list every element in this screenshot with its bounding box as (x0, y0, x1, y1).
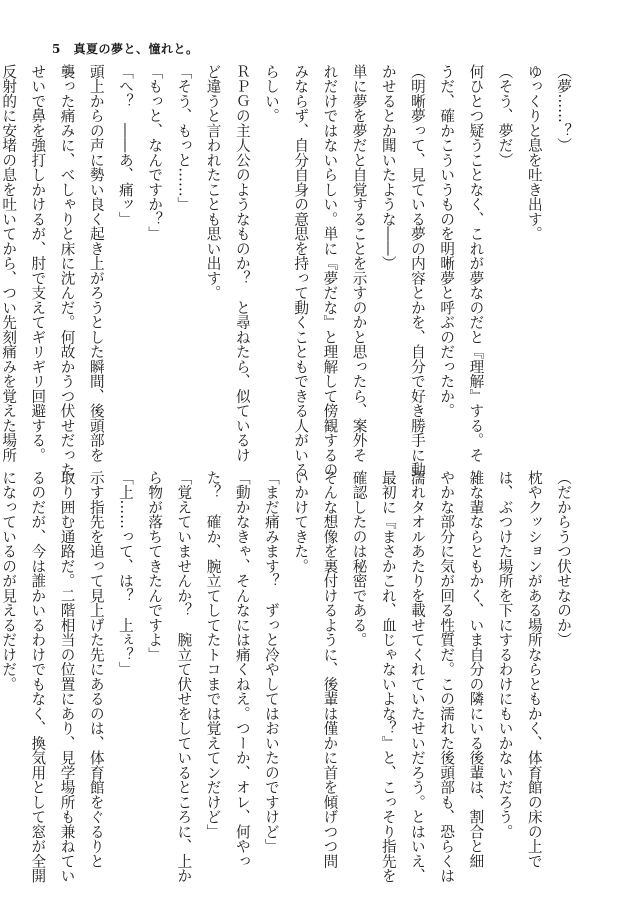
text-line: 「へ？ ――あ、痛ッ」 (116, 64, 134, 227)
text-line: せいで鼻を強打しかけるが、肘で支えてギリギリ回避する。 (29, 64, 47, 463)
text-line: ＲＰＧの主人公のようなものか？ と尋ねたら、似ているけ (233, 64, 251, 463)
text-line: いかけてきた。 (292, 470, 310, 574)
text-line: れだけではないらしい。単に『夢だな』と理解して傍観するの (321, 64, 339, 477)
text-line: 頭上からの声に勢い良く起き上がろうとした瞬間、後頭部を (87, 64, 105, 463)
text-line: （そう、夢だ） (496, 64, 514, 168)
text-line: みならず、自分自身の意思を持って動くこともできる人がいる (292, 64, 310, 477)
text-line: らしい。 (262, 64, 280, 123)
chapter-title: 真夏の夢と、憧れと。 (73, 42, 199, 56)
text-line: ら物が落ちてきたんですよ」 (146, 470, 164, 662)
text-line: 示す指先を追って見上げた先にあるのは、体育館をぐるりと (87, 470, 105, 869)
text-line: （夢……？） (555, 64, 572, 153)
text-line: ゆっくりと息を吐き出す。 (525, 64, 543, 241)
text-line: 雑な輩ならともかく、いま自分の隣にいる後輩は、割合と細 (467, 470, 485, 869)
text-line: うだ、確かこういうものを明晰夢と呼ぶのだったか。 (438, 64, 456, 418)
text-line: 「もっと、なんですか？」 (146, 64, 164, 241)
page-number: 5 (52, 42, 61, 56)
top-text-block (0, 64, 578, 477)
text-line: 何ひとつ疑うことなく、これが夢なのだと『理解』する。そ (467, 64, 485, 463)
text-line: かせるとか聞いたような――） (379, 64, 397, 271)
text-line: 襲った痛みに、べしゃりと床に沈んだ。何故かうつ伏せだった (58, 64, 76, 477)
text-line: 単に夢を夢だと自覚することを示すのかと思ったら、案外そ (350, 64, 368, 463)
text-line: 枕やクッションがある場所ならともかく、体育館の床の上で (525, 470, 543, 869)
text-line: 「まだ痛みます？ ずっと冷やしてはおいたのですけど」 (262, 470, 280, 854)
text-line: 反射的に安堵の息を吐いてから、つい先刻痛みを覚えた場所 (0, 64, 18, 463)
text-line: は、ぶつけた場所を下にするわけにもいかないだろう。 (496, 470, 514, 839)
text-line: た？ 確か、腕立てしてたトコまでは覚えてンだけど」 (204, 470, 222, 839)
text-line: 最初に『まさかこれ、血じゃないよな？』と、こっそり指先を (379, 470, 397, 883)
text-line: 「上……って、は？ 上ぇ？」 (116, 470, 134, 677)
running-head (52, 40, 199, 57)
text-line: 「動かなきゃ、そんなには痛くねえ。つーか、オレ、何やっ (233, 470, 251, 869)
text-line: 確認したのは秘密である。 (350, 470, 368, 647)
text-line: 「覚えていませんか？ 腕立て伏せをしているところに、上か (175, 470, 193, 883)
text-line: （だからうつ伏せなのか） (555, 470, 572, 647)
text-line: 取り囲む通路だ。二階相当の位置にあり、見学場所も兼ねてい (58, 470, 76, 883)
text-line: 「そう、もっと……」 (175, 64, 193, 212)
bottom-text-block (0, 470, 578, 883)
text-line: そんな想像を裏付けるように、後輩は僅かに首を傾げつつ問 (321, 470, 339, 869)
text-line: になっているのが見えるだけだ。 (0, 470, 18, 692)
text-line: るのだが、今は誰かいるわけでもなく、換気用として窓が全開 (29, 470, 47, 883)
text-line: やかな部分に気が回る性質だ。この濡れた後頭部も、恐らくは (438, 470, 456, 883)
text-line: （明晰夢って、見ている夢の内容とかを、自分で好き勝手に動 (408, 64, 426, 477)
text-line: 濡れタオルあたりを載せてくれていたせいだろう。とはいえ、 (408, 470, 426, 883)
text-line: ど違うと言われたことも思い出す。 (204, 64, 222, 300)
